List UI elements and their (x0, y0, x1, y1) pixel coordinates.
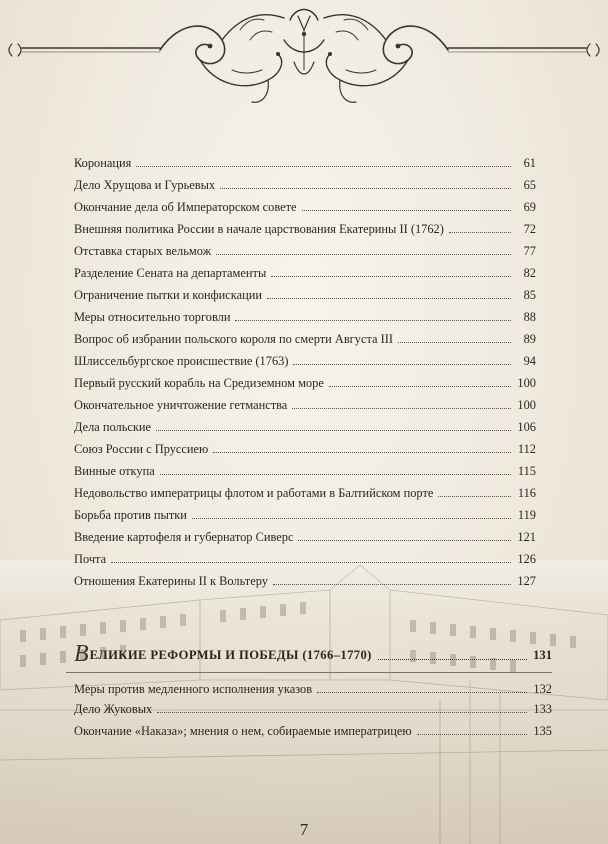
toc-leader-dots (213, 451, 511, 453)
toc-leader-dots (398, 341, 511, 343)
toc-entry[interactable] (74, 240, 536, 258)
section-title: ЕЛИКИЕ РЕФОРМЫ И ПОБЕДЫ (1766–1770) (89, 648, 372, 662)
toc-entry-page: 88 (523, 310, 536, 324)
toc-leader-dots (192, 517, 511, 519)
toc-entry[interactable] (74, 698, 552, 716)
toc-leader-dots (220, 187, 511, 189)
toc-leader-dots (302, 209, 511, 211)
section-page: 131 (533, 648, 552, 662)
toc-leader-dots (438, 495, 511, 497)
toc-entry-title: Ограничение пытки и конфискации (74, 288, 263, 302)
toc-entry[interactable] (74, 306, 536, 324)
toc-entry-page: 115 (517, 464, 536, 478)
section-initial-letter: В (74, 641, 89, 667)
toc-entry-title: Меры против медленного исполнения указов (74, 682, 313, 696)
toc-entry-title: Дела польские (74, 420, 152, 434)
toc-leader-dots (298, 539, 511, 541)
toc-entry-page: 94 (523, 354, 536, 368)
toc-entry-page: 69 (523, 200, 536, 214)
toc-entry-title: Отставка старых вельмож (74, 244, 212, 258)
toc-entry-page: 82 (523, 266, 536, 280)
toc-entry-page: 127 (517, 574, 536, 588)
toc-entry-title: Вопрос об избрании польского короля по смерти Августа III (74, 332, 393, 346)
toc-entry-title: Внешняя политика России в начале царствования Екатерины II (1762) (74, 222, 444, 236)
section-divider (66, 672, 552, 673)
toc-entry[interactable] (74, 174, 536, 192)
toc-entry[interactable] (74, 548, 536, 566)
toc-entry-title: Меры относительно торговли (74, 310, 231, 324)
toc-entry-title: Введение картофеля и губернатор Сиверс (74, 530, 294, 544)
toc-leader-dots (157, 711, 527, 713)
toc-leader-dots (293, 363, 511, 365)
toc-entry[interactable] (74, 196, 536, 214)
toc-entry[interactable] (74, 720, 552, 738)
toc-entry-title: Союз России с Пруссиею (74, 442, 209, 456)
toc-entry-title: Недовольство императрицы флотом и работами в Балтийском порте (74, 486, 434, 500)
section-heading[interactable] (74, 638, 552, 666)
toc-entry[interactable] (74, 372, 536, 390)
toc-leader-dots (160, 473, 511, 475)
toc-entry[interactable] (74, 526, 536, 544)
toc-entry-title: Разделение Сената на департаменты (74, 266, 267, 280)
toc-entry-title: Шлиссельбургское происшествие (1763) (74, 354, 289, 368)
toc-leader-dots (273, 583, 511, 585)
toc-leader-dots (417, 733, 527, 735)
toc-entry-page: 106 (517, 420, 536, 434)
toc-entry-page: 132 (533, 682, 552, 696)
toc-leader-dots (111, 561, 511, 563)
toc-leader-dots (292, 407, 511, 409)
toc-entry-page: 112 (517, 442, 536, 456)
toc-entry-page: 121 (517, 530, 536, 544)
toc-entry[interactable] (74, 328, 536, 346)
toc-entry-title: Винные откупа (74, 464, 155, 478)
toc-entry-page: 77 (523, 244, 536, 258)
toc-entry[interactable] (74, 570, 536, 588)
toc-entry-page: 85 (523, 288, 536, 302)
toc-entry-page: 89 (523, 332, 536, 346)
toc-entry[interactable] (74, 350, 536, 368)
toc-leader-dots (267, 297, 511, 299)
section-leader-dots (378, 659, 527, 660)
toc-leader-dots (317, 691, 527, 693)
toc-entry-page: 133 (533, 702, 552, 716)
toc-entry-title: Коронация (74, 156, 132, 170)
toc-entry-page: 100 (517, 398, 536, 412)
toc-entry[interactable] (74, 394, 536, 412)
toc-leader-dots (235, 319, 511, 321)
toc-entry-page: 135 (533, 724, 552, 738)
toc-entry[interactable] (74, 218, 536, 236)
toc-leader-dots (271, 275, 511, 277)
toc-entry-title: Дело Хрущова и Гурьевых (74, 178, 216, 192)
toc-entry-title: Окончание дела об Императорском совете (74, 200, 297, 214)
toc-entry[interactable] (74, 482, 536, 500)
toc-entry-title: Окончательное уничтожение гетманства (74, 398, 288, 412)
toc-entry[interactable] (74, 504, 536, 522)
toc-entry[interactable] (74, 678, 552, 696)
toc-entry[interactable] (74, 416, 536, 434)
toc-entry-title: Окончание «Наказа»; мнения о нем, собираемые императрицею (74, 724, 412, 738)
toc-entry-title: Отношения Екатерины II к Вольтеру (74, 574, 268, 588)
toc-entry-title: Дело Жуковых (74, 702, 153, 716)
page-number: 7 (299, 820, 309, 839)
toc-entry-page: 65 (523, 178, 536, 192)
toc-entry[interactable] (74, 460, 536, 478)
header-ornament (0, 0, 608, 110)
toc-leader-dots (216, 253, 511, 255)
toc-leader-dots (329, 385, 511, 387)
toc-leader-dots (156, 429, 511, 431)
toc-entry-title: Борьба против пытки (74, 508, 187, 522)
toc-leader-dots (136, 165, 511, 167)
toc-entry-page: 100 (517, 376, 536, 390)
toc-entry-page: 61 (523, 156, 536, 170)
toc-leader-dots (449, 231, 511, 233)
toc-entry-title: Первый русский корабль на Средиземном море (74, 376, 324, 390)
toc-entry[interactable] (74, 262, 536, 280)
toc-entry[interactable] (74, 284, 536, 302)
toc-entry[interactable] (74, 438, 536, 456)
toc-entry-page: 72 (523, 222, 536, 236)
toc-entry[interactable] (74, 152, 536, 170)
toc-entry-page: 126 (517, 552, 536, 566)
toc-entry-title: Почта (74, 552, 107, 566)
toc-entry-page: 119 (517, 508, 536, 522)
toc-entry-page: 116 (517, 486, 536, 500)
